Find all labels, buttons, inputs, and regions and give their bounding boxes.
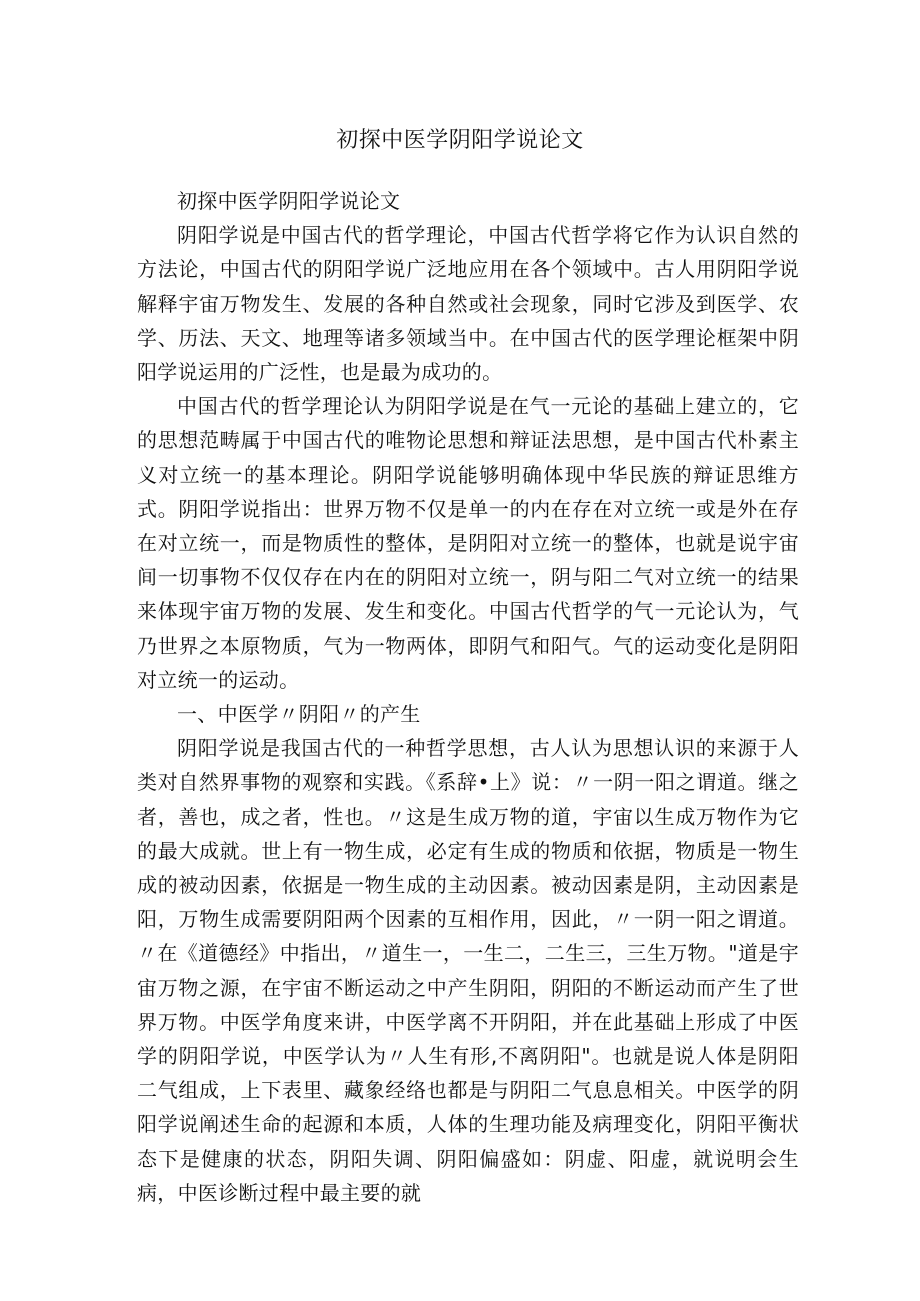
document-body xyxy=(137,184,799,1210)
section-heading: 一、中医学〃阴阳〃的产生 xyxy=(177,702,421,727)
body-paragraph: 中国古代的哲学理论认为阴阳学说是在气一元论的基础上建立的，它的思想范畴属于中国古代的唯物论思想和辩证法思想，是中国古代朴素主义对立统一的基本理论。阴阳学说能够明确体现中华民族的辩证思维方式。阴阳学说指出：世界万物不仅是单一的内在存在对立统一或是外在存在对立统一，而是物质性的整体，是阴阳对立统一的整体，也就是说宇宙间一切事物不仅仅存在内在的阴阳对立统一，阴与阳二气对立统一的结果来体现宇宙万物的发展、发生和变化。中国古代哲学的气一元论认为，气乃世界之本原物质，气为一物两体，即阴气和阳气。气的运动变化是阴阳对立统一的运动。 xyxy=(137,394,799,692)
body-paragraph: 阴阳学说是中国古代的哲学理论，中国古代哲学将它作为认识自然的方法论，中国古代的阴阳学说广泛地应用在各个领域中。古人用阴阳学说解释宇宙万物发生、发展的各种自然或社会现象，同时它涉及到医学、农学、历法、天文、地理等诸多领域当中。在中国古代的医学理论框架中阴阳学说运用的广泛性，也是最为成功的。 xyxy=(137,223,799,385)
subtitle-paragraph: 初探中医学阴阳学说论文 xyxy=(177,189,401,213)
body-paragraph: 阴阳学说是我国古代的一种哲学思想，古人认为思想认识的来源于人类对自然界事物的观察和实践。《系辞•上》说：〃一阴一阳之谓道。继之者，善也，成之者，性也。〃这是生成万物的道，宇宙以生成万物作为它的最大成就。世上有一物生成，必定有生成的物质和依据，物质是一物生成的被动因素，依据是一物生成的主动因素。被动因素是阴，主动因素是阳，万物生成需要阴阳两个因素的互相作用，因此，〃一阴一阳之谓道。〃在《道德经》中指出，〃道生一，一生二，二生三，三生万物。"道是宇宙万物之源，在宇宙不断运动之中产生阴阳，阴阳的不断运动而产生了世界万物。中医学角度来讲，中医学离不开阴阳，并在此基础上形成了中医学的阴阳学说，中医学认为〃人生有形,不离阴阳"。也就是说人体是阴阳二气组成，上下表里、藏象经络也都是与阴阳二气息息相关。中医学的阴阳学说阐述生命的起源和本质，人体的生理功能及病理变化，阴阳平衡状态下是健康的状态，阴阳失调、阴阳偏盛如：阴虚、阳虚，就说明会生病，中医诊断过程中最主要的就 xyxy=(137,736,799,1205)
document-title: 初探中医学阴阳学说论文 xyxy=(336,128,584,153)
